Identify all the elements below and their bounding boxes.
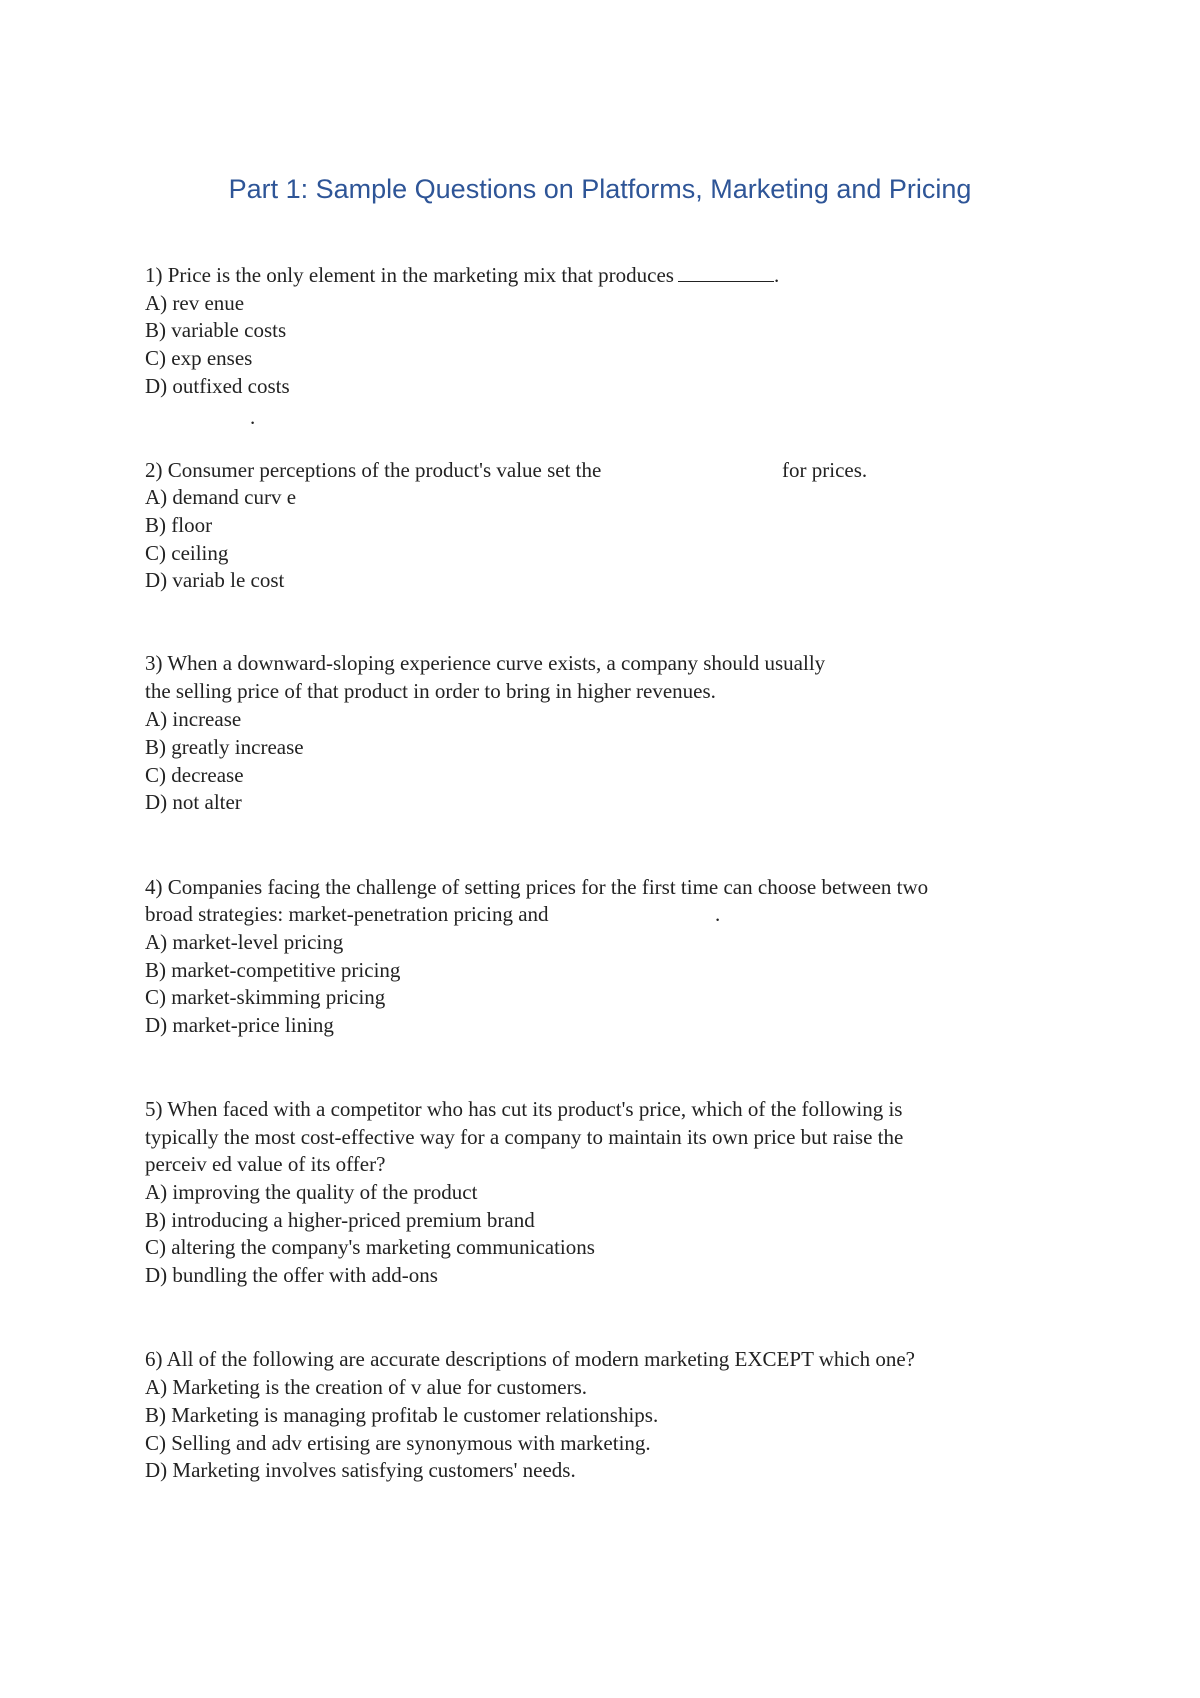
question-3-option-d: D) not alter bbox=[145, 790, 242, 814]
question-2-option-a: A) demand curv e bbox=[145, 485, 297, 509]
stray-mark: . bbox=[250, 405, 256, 429]
question-3-option-a: A) increase bbox=[145, 707, 242, 731]
question-1-stem-end: . bbox=[773, 263, 780, 287]
question-5-stem-line-1: 5) When faced with a competitor who has cut its product's price, which of the following is bbox=[145, 1097, 903, 1121]
question-5-option-d: D) bundling the offer with add-ons bbox=[145, 1263, 438, 1287]
question-4-option-d: D) market-price lining bbox=[145, 1013, 334, 1037]
question-4-stem-line-2: broad strategies: market-penetration pricing and bbox=[145, 902, 549, 926]
question-1-option-c: C) exp enses bbox=[145, 346, 253, 370]
question-3-stem-line-2: the selling price of that product in order to bring in higher revenues. bbox=[145, 679, 716, 703]
question-4-option-b: B) market-competitive pricing bbox=[145, 958, 401, 982]
question-4-option-a: A) market-level pricing bbox=[145, 930, 344, 954]
page-title: Part 1: Sample Questions on Platforms, Marketing and Pricing bbox=[228, 174, 972, 204]
question-6-option-d: D) Marketing involves satisfying customers' needs. bbox=[145, 1458, 576, 1482]
question-2-stem: 2) Consumer perceptions of the product's value set the bbox=[145, 458, 602, 482]
question-1-option-d: D) outfixed costs bbox=[145, 374, 290, 398]
question-6-option-a: A) Marketing is the creation of v alue for customers. bbox=[145, 1375, 588, 1399]
question-5-option-c: C) altering the company's marketing communications bbox=[145, 1235, 595, 1259]
question-5-option-a: A) improving the quality of the product bbox=[145, 1180, 478, 1204]
question-2-option-b: B) floor bbox=[145, 513, 213, 537]
question-6-stem: 6) All of the following are accurate descriptions of modern marketing EXCEPT which one? bbox=[145, 1347, 915, 1371]
answer-blank bbox=[678, 280, 774, 282]
question-1-stem bbox=[145, 262, 779, 289]
question-3-stem-line-1: 3) When a downward-sloping experience curve exists, a company should usually bbox=[145, 651, 826, 675]
question-1-option-a: A) rev enue bbox=[145, 291, 245, 315]
question-2-stem-end: for prices. bbox=[782, 458, 868, 482]
question-5-stem-line-2: typically the most cost-effective way for a company to maintain its own price but raise the bbox=[145, 1125, 904, 1149]
question-6-option-b: B) Marketing is managing profitab le customer relationships. bbox=[145, 1403, 659, 1427]
question-3-option-c: C) decrease bbox=[145, 763, 244, 787]
question-4-option-c: C) market-skimming pricing bbox=[145, 985, 386, 1009]
question-4-stem-line-1: 4) Companies facing the challenge of setting prices for the first time can choose between two bbox=[145, 875, 929, 899]
question-5-stem-line-3: perceiv ed value of its offer? bbox=[145, 1152, 386, 1176]
question-2-option-c: C) ceiling bbox=[145, 541, 229, 565]
question-2-option-d: D) variab le cost bbox=[145, 568, 285, 592]
question-4-stem-end: . bbox=[715, 902, 721, 926]
question-6-option-c: C) Selling and adv ertising are synonymous with marketing. bbox=[145, 1431, 651, 1455]
question-1-option-b: B) variable costs bbox=[145, 318, 287, 342]
question-3-option-b: B) greatly increase bbox=[145, 735, 304, 759]
question-5-option-b: B) introducing a higher-priced premium brand bbox=[145, 1208, 535, 1232]
question-1-stem-text: 1) Price is the only element in the marketing mix that produces bbox=[145, 263, 674, 287]
